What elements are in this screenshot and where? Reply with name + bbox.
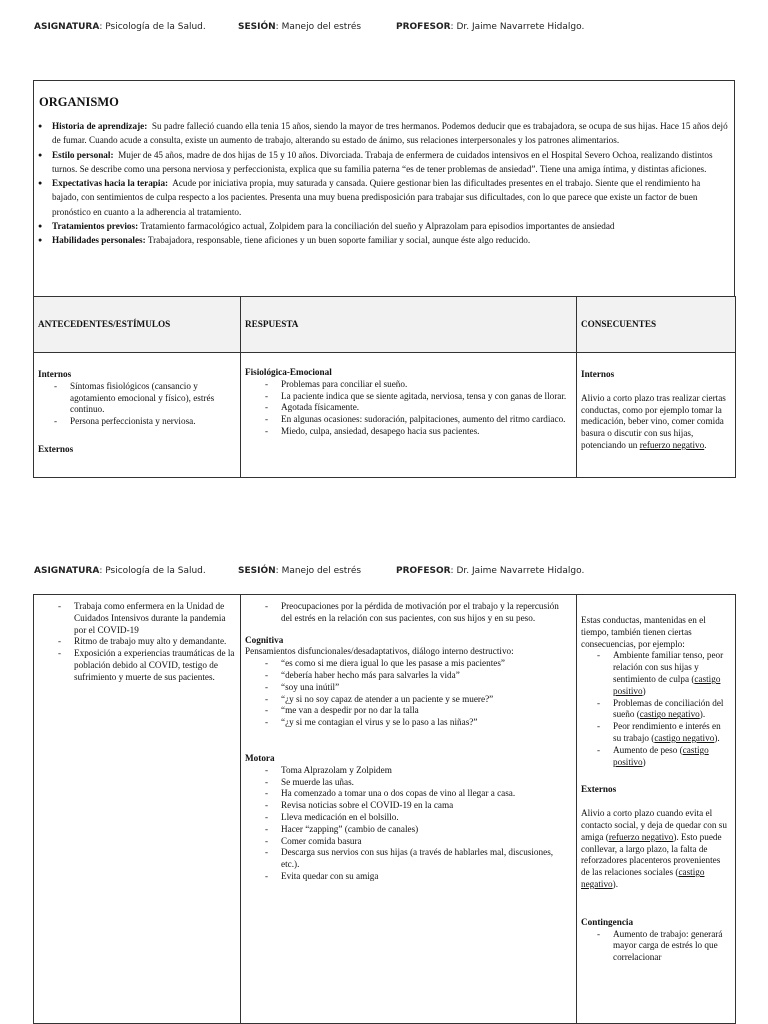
list-item: ● Expectativas hacia la terapia: Acude por iniciativa propia, muy saturada y cansada. Quiere gestionar bien las dificultades presentes en el trabajo. Siente que el rendimiento ha bajado, con sentimientos de culpa respecto a los pacientes. Presenta una muy buena predisposición para trabajar sus dificultades, con lo que parece que existe un factor de buen pronóstico en cuanto a la adherencia al tratamiento.: [38, 176, 728, 219]
functional-analysis-table-2: [33, 594, 736, 1024]
consecuentes-intro: Estas conductas, mantenidas en el tiempo, también tienen ciertas consecuencias, por ejemplo:: [581, 615, 706, 649]
externos-title: Externos: [38, 443, 74, 454]
externos-text: Alivio a corto plazo cuando evita el contacto social, y deja de quedar con su amiga (refuerzo negativo). Esto puede conllevar, a largo plazo, la falta de reforzadores placenteros provenientes de las relaciones sociales (castigo negativo).: [581, 808, 727, 889]
list-item: ● Tratamientos previos: Tratamiento farmacológico actual, Zolpidem para la conciliación del sueño y Alprazolam para episodios importantes de ansiedad: [38, 219, 728, 233]
list-item: - Persona perfeccionista y nerviosa.: [70, 416, 236, 428]
list-item: - “soy una inútil”: [281, 682, 572, 694]
list-item: - Problemas de conciliación del sueño (castigo negativo).: [613, 698, 731, 722]
list-item: - Evita quedar con su amiga: [281, 871, 572, 883]
list-item: - Aumento de peso (castigo positivo): [613, 745, 731, 769]
consecuentes-cell: [577, 595, 736, 1024]
header-consecuentes: CONSECUENTES: [577, 297, 736, 353]
externos-title: Externos: [581, 784, 617, 795]
list-item: - Trabaja como enfermera en la Unidad de Cuidados Intensivos durante la pandemia por el COVID-19: [74, 601, 236, 636]
cognitiva-title: Cognitiva: [245, 634, 284, 645]
motora-title: Motora: [245, 752, 275, 763]
subject-field: ASIGNATURA: Psicología de la Salud.: [34, 566, 206, 576]
internos-title: Internos: [581, 369, 615, 379]
list-item: - “¿y si me contagian el virus y se lo paso a las niñas?”: [281, 717, 572, 729]
list-item: - “¿y si no soy capaz de atender a un paciente y se muere?”: [281, 694, 572, 706]
list-item: - Ha comenzado a tomar una o dos copas de vino al llegar a casa.: [281, 788, 572, 800]
list-item: - Exposición a experiencias traumáticas de la población debido al COVID, testigo de sufrimiento y muerte de sus pacientes.: [74, 648, 236, 683]
list-item: - Agotada físicamente.: [281, 402, 572, 414]
list-item: ● Estilo personal: Mujer de 45 años, madre de dos hijas de 15 y 10 años. Divorciada. Trabaja de enfermera de cuidados intensivos en el Hospital Severo Ochoa, realizando distintos turnos. Se describe como una persona nerviosa y perfeccionista, explica que su familia paterna “es de tener problemas de ansiedad”. Tiene una amiga íntima, y distintas aficiones.: [38, 148, 728, 177]
list-item: - “es como si me diera igual lo que les pasase a mis pacientes”: [281, 658, 572, 670]
list-item: - Ritmo de trabajo muy alto y demandante.: [74, 636, 236, 648]
list-item: - “me van a despedir por no dar la talla: [281, 705, 572, 717]
list-item: - Se muerde las uñas.: [281, 777, 572, 789]
respuesta-cell: [241, 353, 577, 478]
cognitiva-intro: Pensamientos disfuncionales/desadaptativos, diálogo interno destructivo:: [245, 646, 514, 657]
list-item: - Preocupaciones por la pérdida de motivación por el trabajo y la repercusión del estrés en la relación con sus pacientes, con sus hijos y en su peso.: [281, 601, 572, 625]
list-item: - Miedo, culpa, ansiedad, desapego hacia sus pacientes.: [281, 426, 572, 438]
list-item: - Peor rendimiento e interés en su trabajo (castigo negativo).: [613, 721, 731, 745]
subject-field: ASIGNATURA: Psicología de la Salud.: [34, 22, 206, 32]
list-item: - Toma Alprazolam y Zolpidem: [281, 765, 572, 777]
header-antecedentes: ANTECEDENTES/ESTÍMULOS: [34, 297, 241, 353]
internos-title: Internos: [38, 369, 72, 379]
list-item: ● Habilidades personales: Trabajadora, responsable, tiene aficiones y un buen soporte familiar y social, aunque éste algo reducido.: [38, 233, 728, 247]
list-item: - En algunas ocasiones: sudoración, palpitaciones, aumento del ritmo cardiaco.: [281, 414, 572, 426]
contingencia-title: Contingencia: [581, 916, 634, 927]
antecedentes-cell: [34, 595, 241, 1024]
list-item: - “debería haber hecho más para salvarles la vida”: [281, 670, 572, 682]
list-item: - Descarga sus nervios con sus hijas (a través de hablarles mal, discusiones, etc.).: [281, 847, 572, 871]
consecuentes-cell: [577, 353, 736, 478]
consecuentes-text: Alivio a corto plazo tras realizar ciertas conductas, como por ejemplo tomar la medicación, beber vino, comer comida basura o discutir con sus hijas, potenciando un refuerzo negativo.: [581, 392, 726, 450]
list-item: - Síntomas fisiológicos (cansancio y agotamiento emocional y físico), estrés continuo.: [70, 381, 236, 416]
session-field: SESIÓN: Manejo del estrés: [238, 566, 362, 576]
list-item: - Problemas para conciliar el sueño.: [281, 379, 572, 391]
session-field: SESIÓN: Manejo del estrés: [238, 22, 362, 32]
list-item: - Hacer “zapping” (cambio de canales): [281, 824, 572, 836]
antecedentes-cell: [34, 353, 241, 478]
respuesta-cell: [241, 595, 577, 1024]
organismo-title: ORGANISMO: [39, 95, 119, 109]
list-item: - Lleva medicación en el bolsillo.: [281, 812, 572, 824]
list-item: - Comer comida basura: [281, 836, 572, 848]
list-item: - Aumento de trabajo: generará mayor carga de estrés lo que correlacionar: [613, 929, 731, 964]
professor-field: PROFESOR: Dr. Jaime Navarrete Hidalgo.: [396, 22, 585, 32]
list-item: ● Historia de aprendizaje: Su padre falleció cuando ella tenia 15 años, siendo la mayor de tres hermanos. Podemos deducir que es trabajadora, se ocupa de sus hijas. Hace 15 años dejó de fumar. Cuando acude a consulta, existe un aumento de trabajo, alterando su estado de ánimo, sus relaciones interpersonales y los patrones alimentarios.: [38, 119, 728, 148]
header-respuesta: RESPUESTA: [241, 297, 577, 353]
list-item: - Revisa noticias sobre el COVID-19 en la cama: [281, 800, 572, 812]
list-item: - Ambiente familiar tenso, peor relación con sus hijas y sentimiento de culpa (castigo positivo): [613, 650, 731, 697]
organismo-list: [38, 119, 728, 248]
functional-analysis-table-1: [33, 296, 736, 478]
list-item: - La paciente indica que se siente agitada, nerviosa, tensa y con ganas de llorar.: [281, 391, 572, 403]
fisiologica-title: Fisiológica-Emocional: [245, 367, 332, 377]
organismo-section: [33, 80, 735, 297]
professor-field: PROFESOR: Dr. Jaime Navarrete Hidalgo.: [396, 566, 585, 576]
